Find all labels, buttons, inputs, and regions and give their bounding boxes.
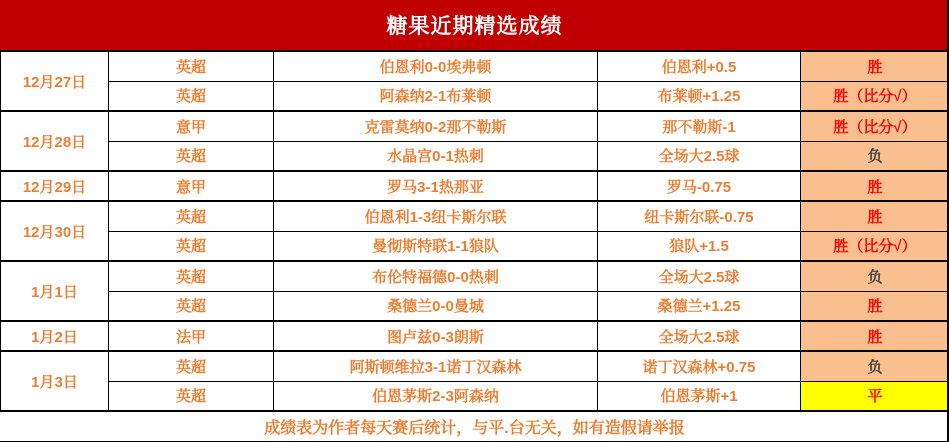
table-row	[1, 141, 949, 171]
table-row	[1, 381, 949, 411]
league-cell: 意甲	[109, 111, 274, 141]
match-cell: 布伦特福德0-0热刺	[274, 261, 598, 291]
league-cell: 英超	[109, 231, 274, 261]
result-cell: 负	[801, 351, 949, 381]
date-cell: 1月1日	[1, 261, 109, 321]
date-cell: 12月27日	[1, 51, 109, 111]
pick-cell: 布莱顿+1.25	[598, 81, 801, 111]
match-cell: 克雷莫纳0-2那不勒斯	[274, 111, 598, 141]
league-cell: 英超	[109, 291, 274, 321]
league-cell: 法甲	[109, 321, 274, 351]
pick-cell: 伯恩茅斯+1	[598, 381, 801, 411]
league-cell: 英超	[109, 381, 274, 411]
result-cell: 负	[801, 141, 949, 171]
pick-cell: 全场大2.5球	[598, 261, 801, 291]
date-cell: 12月28日	[1, 111, 109, 171]
match-cell: 罗马3-1热那亚	[274, 171, 598, 201]
match-cell: 阿斯顿维拉3-1诺丁汉森林	[274, 351, 598, 381]
date-cell: 1月3日	[1, 351, 109, 411]
match-cell: 桑德兰0-0曼城	[274, 291, 598, 321]
league-cell: 意甲	[109, 171, 274, 201]
table-row	[1, 111, 949, 141]
result-cell: 胜（比分√）	[801, 81, 949, 111]
table-row	[1, 231, 949, 261]
match-cell: 曼彻斯特联1-1狼队	[274, 231, 598, 261]
result-cell: 负	[801, 261, 949, 291]
pick-cell: 桑德兰+1.25	[598, 291, 801, 321]
result-cell: 胜	[801, 321, 949, 351]
pick-cell: 全场大2.5球	[598, 141, 801, 171]
pick-cell: 纽卡斯尔联-0.75	[598, 201, 801, 231]
result-cell: 平	[801, 381, 949, 411]
table-row	[1, 51, 949, 81]
match-cell: 伯恩茅斯2-3阿森纳	[274, 381, 598, 411]
match-cell: 伯恩利0-0埃弗顿	[274, 51, 598, 81]
match-cell: 伯恩利1-3纽卡斯尔联	[274, 201, 598, 231]
result-cell: 胜	[801, 171, 949, 201]
results-table-body	[1, 51, 949, 411]
date-cell: 1月2日	[1, 321, 109, 351]
match-cell: 水晶宫0-1热刺	[274, 141, 598, 171]
league-cell: 英超	[109, 261, 274, 291]
pick-cell: 狼队+1.5	[598, 231, 801, 261]
results-table	[0, 50, 949, 412]
table-row	[1, 81, 949, 111]
league-cell: 英超	[109, 51, 274, 81]
league-cell: 英超	[109, 351, 274, 381]
league-cell: 英超	[109, 141, 274, 171]
match-cell: 图卢兹0-3朗斯	[274, 321, 598, 351]
table-row	[1, 201, 949, 231]
page-title: 糖果近期精选成绩	[386, 15, 563, 38]
match-cell: 阿森纳2-1布莱顿	[274, 81, 598, 111]
date-cell: 12月29日	[1, 171, 109, 201]
footer-note: 成绩表为作者每天赛后统计，与平.台无关，如有造假请举报	[264, 420, 685, 437]
table-row	[1, 171, 949, 201]
result-cell: 胜	[801, 51, 949, 81]
table-row	[1, 351, 949, 381]
result-cell: 胜（比分√）	[801, 111, 949, 141]
pick-cell: 那不勒斯-1	[598, 111, 801, 141]
pick-cell: 罗马-0.75	[598, 171, 801, 201]
pick-cell: 诺丁汉森林+0.75	[598, 351, 801, 381]
footer-bar	[0, 412, 949, 442]
table-row	[1, 291, 949, 321]
header-bar	[0, 0, 949, 50]
result-cell: 胜	[801, 291, 949, 321]
table-row	[1, 261, 949, 291]
pick-cell: 全场大2.5球	[598, 321, 801, 351]
table-row	[1, 321, 949, 351]
result-cell: 胜（比分√）	[801, 231, 949, 261]
league-cell: 英超	[109, 201, 274, 231]
result-cell: 胜	[801, 201, 949, 231]
league-cell: 英超	[109, 81, 274, 111]
date-cell: 12月30日	[1, 201, 109, 261]
pick-cell: 伯恩利+0.5	[598, 51, 801, 81]
